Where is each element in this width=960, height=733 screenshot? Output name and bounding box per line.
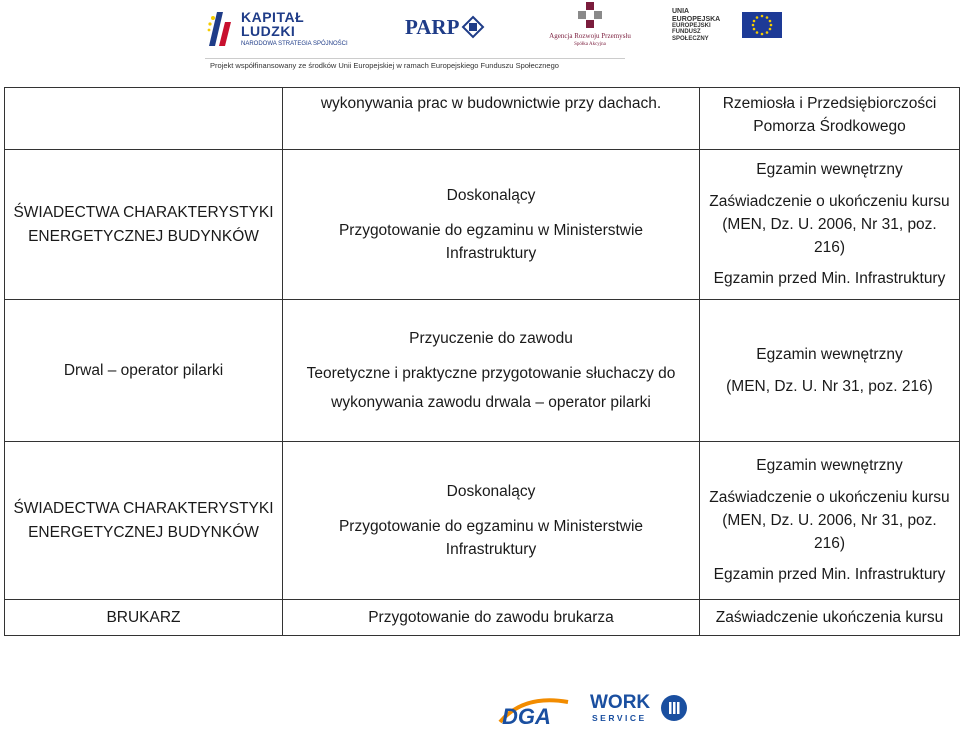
work-service-logo xyxy=(590,690,690,726)
project-note: Projekt współfinansowany ze środków Unii Europejskiej w ramach Europejskiego Funduszu Społecznego xyxy=(210,61,559,70)
arp-logo xyxy=(540,2,640,50)
cell-line: ŚWIADECTWA CHARAKTERYSTYKI xyxy=(13,204,274,222)
arp-name: Agencja Rozwoju Przemysłu xyxy=(549,32,631,40)
cell-line: Zaświadczenie o ukończeniu kursu xyxy=(709,192,950,210)
course-name-cell xyxy=(5,600,283,636)
cell-line: (MEN, Dz. U. 2006, Nr 31, poz. xyxy=(722,215,937,233)
parp-logo xyxy=(405,12,495,42)
cell-line: Infrastruktury xyxy=(445,245,537,263)
cell-line: Drwal – operator pilarki xyxy=(63,361,224,379)
cell-line: Rzemiosła i Przedsiębiorczości xyxy=(722,95,937,112)
cell-line: Przygotowanie do zawodu brukarza xyxy=(368,608,614,626)
kapital-ludzki-title: KAPITAŁ LUDZKI xyxy=(241,8,305,39)
cell-line: Infrastruktury xyxy=(445,541,537,559)
service-text: SERVICE xyxy=(592,713,647,723)
dga-text: DGA xyxy=(502,704,551,728)
cell-line: Pomorza Środkowego xyxy=(753,118,906,136)
cell-line: Egzamin wewnętrzny xyxy=(756,161,903,179)
kapital-ludzki-mark-icon xyxy=(205,8,235,48)
course-exam-cell xyxy=(700,150,960,300)
table-row xyxy=(5,88,960,150)
parp-text: PARP xyxy=(405,14,460,39)
cell-line: Przyuczenie do zawodu xyxy=(409,329,573,347)
course-description-cell xyxy=(283,300,700,442)
cell-line: (MEN, Dz. U. 2006, Nr 31, poz. xyxy=(722,511,937,529)
kapital-ludzki-subtitle: NARODOWA STRATEGIA SPÓJNOŚCI xyxy=(241,40,348,47)
course-description-cell xyxy=(283,150,700,300)
cell-line: ŚWIADECTWA CHARAKTERYSTYKI xyxy=(13,500,274,518)
course-name-cell xyxy=(5,150,283,300)
cell-line: ENERGETYCZNEJ BUDYNKÓW xyxy=(28,227,259,245)
cell-line: Doskonalący xyxy=(446,482,536,500)
course-exam-cell xyxy=(700,442,960,600)
course-name-cell xyxy=(5,88,283,150)
cell-line: wykonywania prac w budownictwie przy dachach. xyxy=(320,95,662,112)
course-name-cell xyxy=(5,442,283,600)
cell-line: Zaświadczenie o ukończeniu kursu xyxy=(709,488,950,506)
courses-table xyxy=(4,87,960,636)
eu-logo xyxy=(672,10,782,40)
kapital-ludzki-logo xyxy=(205,6,355,50)
course-name-cell xyxy=(5,300,283,442)
eu-line1: UNIA EUROPEJSKA xyxy=(672,8,721,23)
table-row xyxy=(5,300,960,442)
cell-line: 216) xyxy=(813,535,846,553)
cell-line: Przygotowanie do egzaminu w Ministerstwie xyxy=(338,221,644,239)
cell-line: 216) xyxy=(813,239,846,257)
cell-line: Egzamin wewnętrzny xyxy=(756,346,903,364)
cell-line: BRUKARZ xyxy=(106,608,181,626)
cell-line: Egzamin przed Min. Infrastruktury xyxy=(713,270,946,288)
table-row xyxy=(5,442,960,600)
cell-line: Teoretyczne i praktyczne przygotowanie słuchaczy do xyxy=(306,364,676,382)
cell-line: Egzamin wewnętrzny xyxy=(756,457,903,475)
eu-line2: EUROPEJSKI xyxy=(672,22,711,29)
header-divider xyxy=(205,58,625,59)
cell-line: ENERGETYCZNEJ BUDYNKÓW xyxy=(28,523,259,541)
cell-line: Przygotowanie do egzaminu w Ministerstwie xyxy=(338,517,644,535)
table-row xyxy=(5,600,960,636)
table-row xyxy=(5,150,960,300)
course-description-cell xyxy=(283,88,700,150)
eu-flag-icon xyxy=(742,12,782,38)
course-description-cell xyxy=(283,600,700,636)
course-exam-cell xyxy=(700,600,960,636)
arp-subtitle: Spółka Akcyjna xyxy=(574,42,606,47)
eu-line3: FUNDUSZ SPOŁECZNY xyxy=(672,29,709,42)
parp-mark-icon xyxy=(461,15,485,39)
work-text: WORK xyxy=(590,692,651,713)
cell-line: Zaświadczenie ukończenia kursu xyxy=(715,608,944,626)
cell-line: (MEN, Dz. U. Nr 31, poz. 216) xyxy=(726,377,933,395)
cell-line: Egzamin przed Min. Infrastruktury xyxy=(713,566,946,584)
course-description-cell xyxy=(283,442,700,600)
cell-line: Doskonalący xyxy=(446,186,536,204)
arp-mark-icon xyxy=(577,2,603,30)
course-exam-cell xyxy=(700,300,960,442)
dga-logo xyxy=(494,692,574,728)
cell-line: wykonywania zawodu drwala – operator pilarki xyxy=(331,394,651,412)
course-exam-cell xyxy=(700,88,960,150)
